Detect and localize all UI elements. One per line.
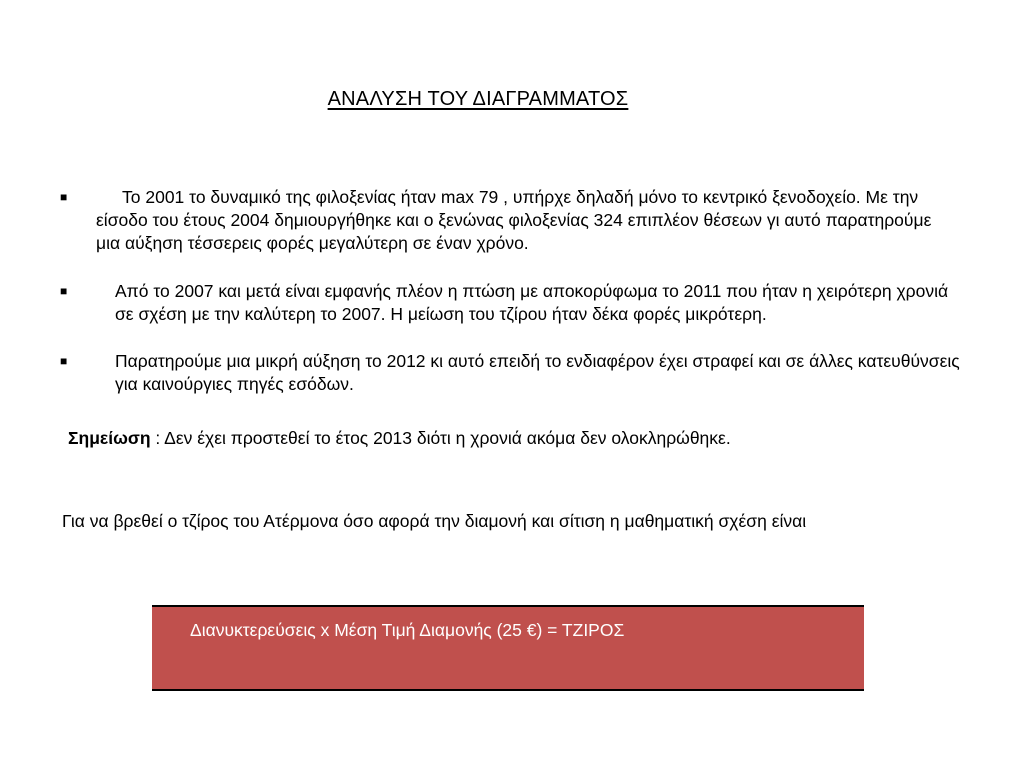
bullet-item (60, 280, 960, 326)
note-text: : Δεν έχει προστεθεί το έτος 2013 διότι η χρονιά ακόμα δεν ολοκληρώθηκε. (150, 428, 731, 448)
bullet-item (60, 186, 960, 255)
formula-box (152, 605, 864, 691)
note (68, 427, 731, 450)
bullet-item (60, 350, 960, 396)
bullet-marker-icon: ■ (60, 190, 68, 204)
formula-intro: Για να βρεθεί ο τζίρος του Ατέρμονα όσο αφορά την διαμονή και σίτιση η μαθηματική σχέση είναι (62, 511, 807, 531)
bullet-text: Παρατηρούμε μια μικρή αύξηση το 2012 κι αυτό επειδή το ενδιαφέρον έχει στραφεί και σε άλλες κατευθύνσεις για καινούργιες πηγές εσόδων. (115, 351, 960, 394)
note-label: Σημείωση (68, 428, 151, 448)
bullet-marker-icon: ■ (60, 284, 68, 298)
formula-text: Διανυκτερεύσεις x Μέση Τιμή Διαμονής (25 €) = ΤΖΙΡΟΣ (190, 620, 625, 640)
bullet-marker-icon: ■ (60, 354, 68, 368)
bullet-text: Από το 2007 και μετά είναι εμφανής πλέον η πτώση με αποκορύφωμα το 2011 που ήταν η χειρότερη χρονιά σε σχέση με την καλύτερη το 2007. Η μείωση του τζίρου ήταν δέκα φορές μικρότερη. (115, 281, 949, 324)
bullet-text: Το 2001 το δυναμικό της φιλοξενίας ήταν max 79 , υπήρχε δηλαδή μόνο το κεντρικό ξενοδοχείο. Με την είσοδο του έτους 2004 δημιουργήθηκε και ο ξενώνας φιλοξενίας 324 επιπλέον θέσεων γι αυτό παρατηρούμε μια αύξηση τέσσερεις φορές μεγαλύτερη σε έναν χρόνο. (96, 187, 932, 253)
slide-title: ΑΝΑΛΥΣΗ ΤΟΥ ΔΙΑΓΡΑΜΜΑΤΟΣ (327, 88, 629, 110)
